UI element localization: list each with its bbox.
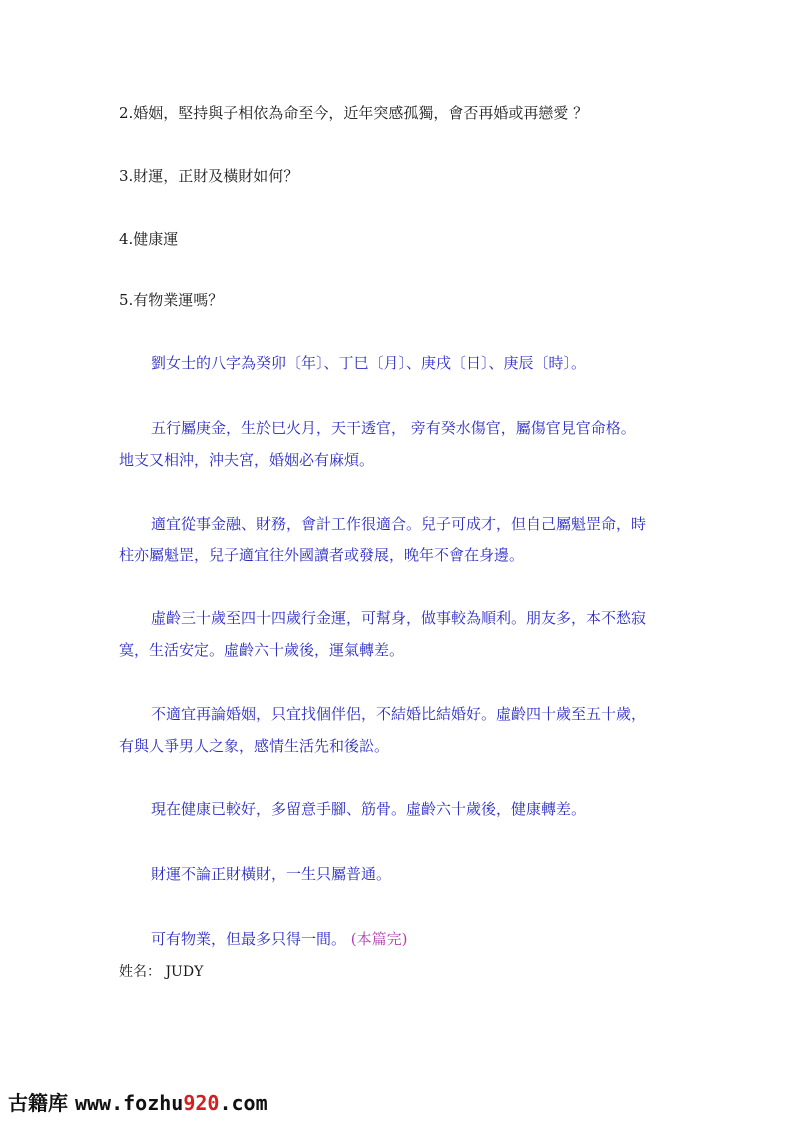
- question-2: 2.婚姻，堅持與子相依為命至今，近年突感孤獨，會否再婚或再戀愛 ？: [119, 104, 589, 122]
- question-3: 3.財運，正財及橫財如何？: [119, 167, 299, 185]
- end-marker: (本篇完): [350, 930, 408, 948]
- answer-paragraph-4-line-2: 寞，生活安定。虛齡六十歲後，運氣轉差。: [119, 641, 405, 659]
- footer-brand: 古籍库: [8, 1091, 68, 1115]
- answer-paragraph-7: 財運不論正財橫財，一生只屬普通。: [151, 865, 392, 883]
- footer-domain-suffix: .com: [219, 1091, 268, 1115]
- answer-paragraph-6: 現在健康已較好，多留意手腳、筋骨。虛齡六十歲後，健康轉差。: [151, 800, 587, 818]
- answer-paragraph-3-line-1: 適宜從事金融、財務，會計工作很適合。兒子可成才，但自己屬魁罡命，時: [151, 515, 647, 533]
- footer-domain-number: 920: [183, 1091, 220, 1115]
- question-5: 5.有物業運嗎？: [119, 291, 224, 309]
- footer-domain: [75, 1091, 268, 1115]
- answer-paragraph-4-line-1: 虛齡三十歲至四十四歲行金運，可幫身，做事較為順利。朋友多，本不愁寂: [151, 609, 647, 627]
- footer-domain-prefix: www.fozhu: [74, 1091, 184, 1115]
- answer-paragraph-8-text: 可有物業，但最多只得一間。: [151, 930, 347, 948]
- answer-paragraph-8: [151, 929, 408, 949]
- answer-paragraph-1: 劉女士的八字為癸卯〔年〕、丁巳〔月〕、庚戌〔日〕、庚辰〔時〕。: [151, 354, 587, 372]
- answer-paragraph-2-line-2: 地支又相沖，沖夫宮，婚姻必有麻煩。: [119, 451, 375, 469]
- answer-paragraph-3-line-2: 柱亦屬魁罡，兒子適宜往外國讀者或發展，晚年不會在身邊。: [119, 546, 525, 564]
- answer-paragraph-5-line-1: 不適宜再論婚姻，只宜找個伴侶，不結婚比結婚好。虛齡四十歲至五十歲，: [151, 705, 647, 723]
- footer-watermark: [8, 1087, 268, 1116]
- answer-paragraph-5-line-2: 有與人爭男人之象，感情生活先和後訟。: [119, 737, 390, 755]
- question-4: 4.健康運: [119, 230, 179, 248]
- answer-paragraph-2-line-1: 五行屬庚金，生於巳火月，天干透官， 旁有癸水傷官，屬傷官見官命格。: [151, 419, 636, 437]
- name-line: 姓名： JUDY: [119, 964, 204, 980]
